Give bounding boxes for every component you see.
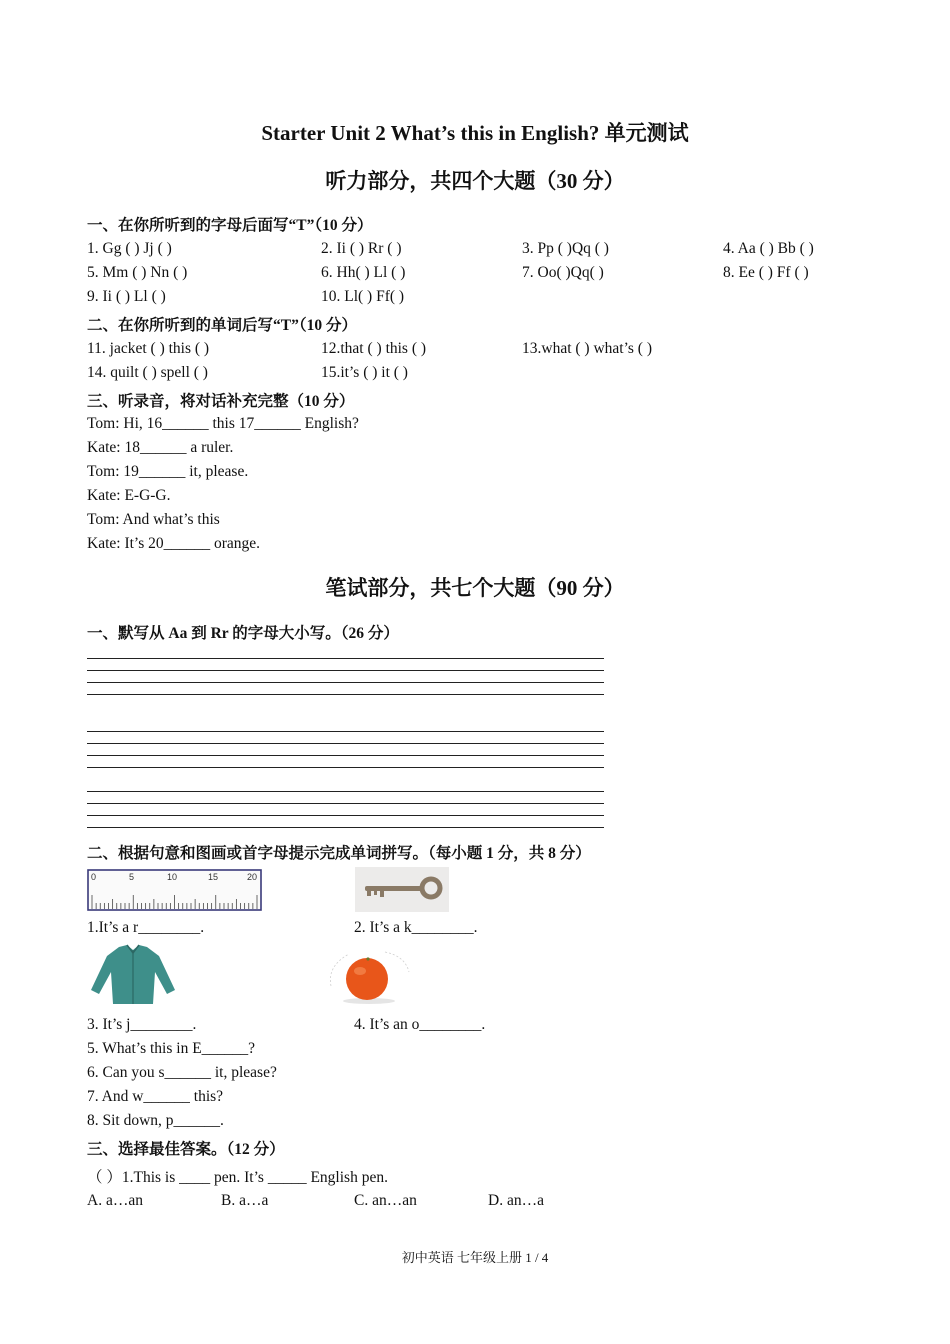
choice-option-b: B. a…a bbox=[221, 1192, 269, 1209]
written-sec3-heading: 三、选择最佳答案。（12 分） bbox=[87, 1141, 285, 1158]
ruler-tick-label: 15 bbox=[208, 872, 219, 882]
writing-line bbox=[87, 694, 604, 695]
list-item: 7. Oo( )Qq( ) bbox=[522, 264, 604, 281]
listening-part-heading: 听力部分，共四个大题（30 分） bbox=[325, 169, 625, 193]
dialogue-line: Tom: 19______ it, please. bbox=[87, 463, 249, 480]
written-sec2-heading: 二、根据句意和图画或首字母提示完成单词拼写。（每小题 1 分，共 8 分） bbox=[87, 845, 591, 862]
orange-icon bbox=[346, 957, 388, 1000]
list-item: 6. Hh( ) Ll ( ) bbox=[321, 264, 406, 281]
spelling-item: 1.It’s a r________. bbox=[87, 919, 205, 936]
list-item: 2. Ii ( ) Rr ( ) bbox=[321, 240, 402, 257]
ruler-tick-label: 0 bbox=[91, 872, 97, 882]
jacket-image bbox=[89, 944, 177, 1006]
list-item: 3. Pp ( )Qq ( ) bbox=[522, 240, 609, 257]
writing-line bbox=[87, 827, 604, 828]
spelling-item: 4. It’s an o________. bbox=[354, 1016, 486, 1033]
choice-option-a: A. a…an bbox=[87, 1192, 143, 1209]
written-part-heading: 笔试部分，共七个大题（90 分） bbox=[325, 576, 625, 600]
writing-line bbox=[87, 767, 604, 768]
list-item: 5. Mm ( ) Nn ( ) bbox=[87, 264, 188, 281]
spelling-item: 3. It’s j________. bbox=[87, 1016, 197, 1033]
spelling-item: 5. What’s this in E______? bbox=[87, 1040, 256, 1057]
ruler-tick-label: 10 bbox=[167, 872, 178, 882]
orange-image bbox=[325, 946, 413, 1006]
writing-line bbox=[87, 682, 604, 683]
writing-line bbox=[87, 670, 604, 671]
list-item: 4. Aa ( ) Bb ( ) bbox=[723, 240, 814, 257]
writing-line bbox=[87, 731, 604, 732]
list-item: 11. jacket ( ) this ( ) bbox=[87, 340, 210, 357]
listening-sec3-heading: 三、听录音，将对话补充完整（10 分） bbox=[87, 393, 355, 410]
document-title: Starter Unit 2 What’s this in English? 单元测试 bbox=[261, 121, 689, 145]
dialogue-line: Kate: It’s 20______ orange. bbox=[87, 535, 261, 552]
list-item: 8. Ee ( ) Ff ( ) bbox=[723, 264, 809, 281]
list-item: 15.it’s ( ) it ( ) bbox=[321, 364, 408, 381]
dialogue-line: Tom: And what’s this bbox=[87, 511, 220, 528]
spelling-item: 2. It’s a k________. bbox=[354, 919, 478, 936]
spelling-item: 8. Sit down, p______. bbox=[87, 1112, 224, 1129]
writing-line bbox=[87, 791, 604, 792]
dialogue-line: Tom: Hi, 16______ this 17______ English? bbox=[87, 415, 359, 432]
list-item: 13.what ( ) what’s ( ) bbox=[522, 340, 652, 357]
writing-line bbox=[87, 755, 604, 756]
choice-option-c: C. an…an bbox=[354, 1192, 417, 1209]
spelling-item: 6. Can you s______ it, please? bbox=[87, 1064, 277, 1081]
spelling-item: 7. And w______ this? bbox=[87, 1088, 224, 1105]
choice-option-d: D. an…a bbox=[488, 1192, 544, 1209]
list-item: 10. Ll( ) Ff( ) bbox=[321, 288, 405, 305]
key-image bbox=[355, 867, 449, 912]
page-footer: 初中英语 七年级上册 1 / 4 bbox=[401, 1250, 549, 1265]
writing-line bbox=[87, 803, 604, 804]
choice-question: （ ）1.This is ____ pen. It’s _____ English pen. bbox=[87, 1169, 388, 1186]
listening-sec1-heading: 一、在你所听到的字母后面写“T”（10 分） bbox=[87, 217, 373, 234]
list-item: 1. Gg ( ) Jj ( ) bbox=[87, 240, 172, 257]
jacket-icon bbox=[91, 945, 175, 1004]
listening-sec2-heading: 二、在你所听到的单词后写“T”（10 分） bbox=[87, 317, 357, 334]
dialogue-line: Kate: 18______ a ruler. bbox=[87, 439, 234, 456]
list-item: 14. quilt ( ) spell ( ) bbox=[87, 364, 208, 381]
list-item: 12.that ( ) this ( ) bbox=[321, 340, 427, 357]
writing-line bbox=[87, 658, 604, 659]
dialogue-line: Kate: E-G-G. bbox=[87, 487, 171, 504]
ruler-image bbox=[87, 869, 263, 912]
writing-line bbox=[87, 743, 604, 744]
written-sec1-heading: 一、默写从 Aa 到 Rr 的字母大小写。（26 分） bbox=[87, 625, 399, 642]
list-item: 9. Ii ( ) Ll ( ) bbox=[87, 288, 166, 305]
ruler-tick-label: 20 bbox=[247, 872, 258, 882]
writing-line bbox=[87, 815, 604, 816]
ruler-tick-label: 5 bbox=[129, 872, 135, 882]
